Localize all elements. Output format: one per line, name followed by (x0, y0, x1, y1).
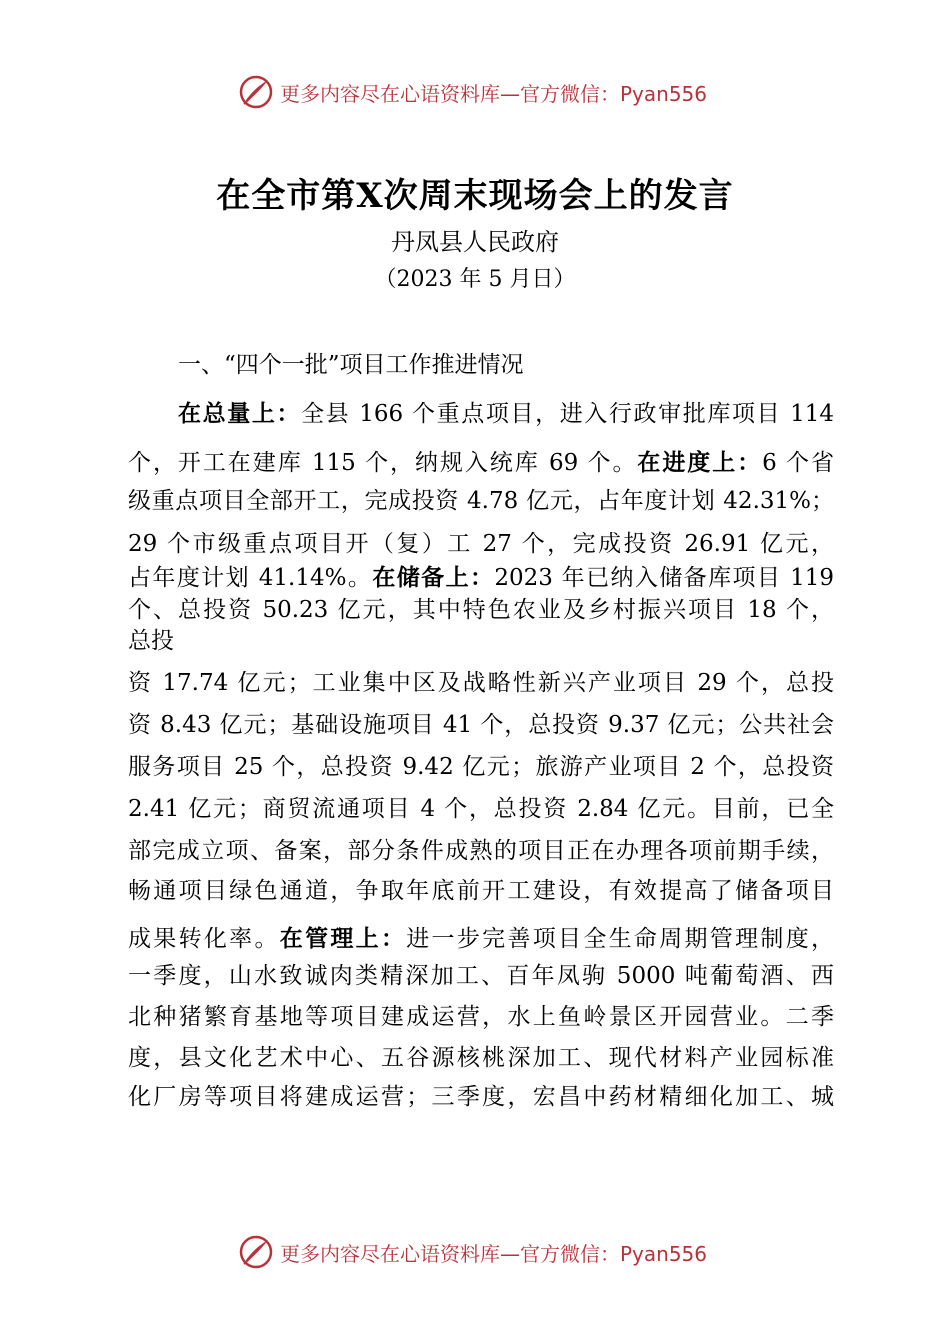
body-line: 个，开工在建库 115 个，纳规入统库 69 个。在进度上：6 个省 (128, 450, 834, 476)
body-line: 总投 (128, 628, 174, 654)
body-line: 在总量上：全县 166 个重点项目，进入行政审批库项目 114 (178, 401, 835, 427)
section-heading: 一、“四个一批”项目工作推进情况 (178, 352, 524, 378)
feather-pen-logo-icon (238, 74, 274, 110)
body-line: 占年度计划 41.14%。在储备上：2023 年已纳入储备库项目 119 (128, 565, 835, 591)
document-author: 丹凤县人民政府 (391, 228, 559, 256)
body-line: 资 8.43 亿元；基础设施项目 41 个，总投资 9.37 亿元；公共社会 (128, 712, 834, 738)
document-date: （2023 年 5 月日） (374, 267, 576, 292)
footer-banner (238, 1232, 707, 1272)
document-title: 在全市第X次周末现场会上的发言 (216, 176, 734, 216)
body-line: 北种猪繁育基地等项目建成运营，水上鱼岭景区开园营业。二季 (128, 1004, 834, 1030)
body-line: 29 个市级重点项目开（复）工 27 个，完成投资 26.91 亿元， (128, 531, 834, 557)
body-line: 度，县文化艺术中心、五谷源核桃深加工、现代材料产业园标准 (128, 1045, 834, 1071)
banner-text: 更多内容尽在心语资料库—官方微信：Pyan556 (280, 81, 708, 106)
body-line: 资 17.74 亿元；工业集中区及战略性新兴产业项目 29 个，总投 (128, 670, 834, 696)
body-line: 个、总投资 50.23 亿元，其中特色农业及乡村振兴项目 18 个， (128, 597, 834, 623)
body-line: 服务项目 25 个，总投资 9.42 亿元；旅游产业项目 2 个，总投资 (128, 754, 834, 780)
body-line: 一季度，山水致诚肉类精深加工、百年凤驹 5000 吨葡萄酒、西 (128, 963, 834, 989)
header-banner (238, 72, 707, 112)
body-line: 化厂房等项目将建成运营；三季度，宏昌中药材精细化加工、城 (128, 1084, 834, 1110)
body-line: 部完成立项、备案，部分条件成熟的项目正在办理各项前期手续， (128, 838, 834, 864)
body-line: 2.41 亿元；商贸流通项目 4 个，总投资 2.84 亿元。目前，已全 (128, 796, 834, 822)
body-line: 级重点项目全部开工，完成投资 4.78 亿元，占年度计划 42.31%； (128, 488, 834, 514)
banner-text: 更多内容尽在心语资料库—官方微信：Pyan556 (280, 1241, 708, 1266)
body-line: 成果转化率。在管理上：进一步完善项目全生命周期管理制度， (128, 926, 835, 952)
body-line: 畅通项目绿色通道，争取年底前开工建设，有效提高了储备项目 (128, 878, 834, 904)
feather-pen-logo-icon (238, 1234, 274, 1270)
